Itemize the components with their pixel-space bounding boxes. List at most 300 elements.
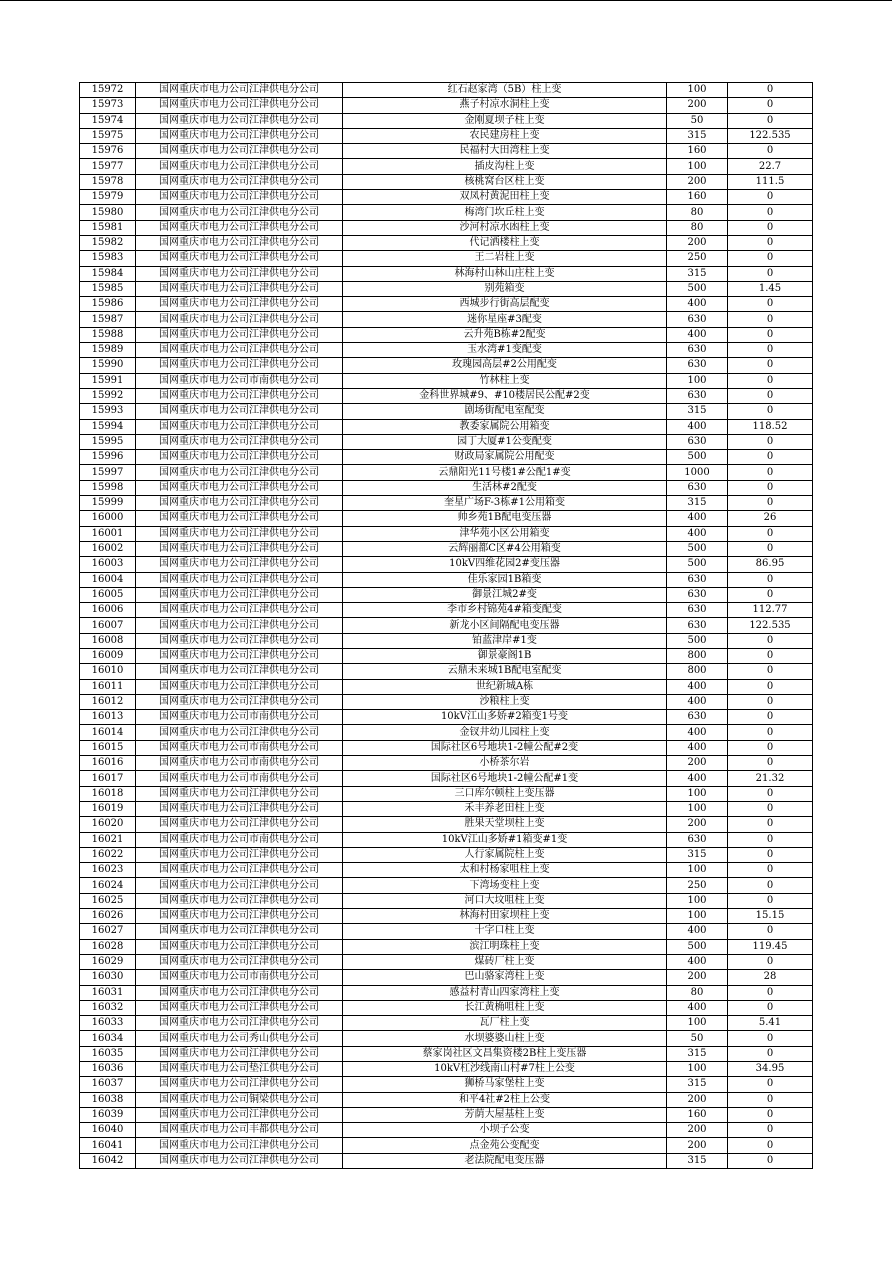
table-row — [80, 266, 813, 281]
row-id-cell: 15973 — [80, 98, 136, 113]
capacity-cell: 500 — [667, 450, 728, 465]
company-cell: 国网重庆市电力公司江津供电分公司 — [136, 603, 343, 618]
table-row — [80, 1046, 813, 1061]
value-cell: 0 — [728, 388, 813, 403]
table-row — [80, 113, 813, 128]
table-row — [80, 159, 813, 174]
station-name-cell: 林海村田家坝柱上变 — [343, 909, 667, 924]
company-cell: 国网重庆市电力公司江津供电分公司 — [136, 297, 343, 312]
value-cell: 0 — [728, 496, 813, 511]
company-cell: 国网重庆市电力公司江津供电分公司 — [136, 909, 343, 924]
station-name-cell: 别苑箱变 — [343, 281, 667, 296]
capacity-cell: 80 — [667, 985, 728, 1000]
value-cell: 0 — [728, 924, 813, 939]
station-name-cell: 蔡家岗社区文昌集资楼2B柱上变压器 — [343, 1046, 667, 1061]
table-body — [80, 83, 813, 1169]
table-row — [80, 312, 813, 327]
capacity-cell: 315 — [667, 847, 728, 862]
company-cell: 国网重庆市电力公司丰都供电分公司 — [136, 1123, 343, 1138]
row-id-cell: 16042 — [80, 1153, 136, 1168]
table-row — [80, 419, 813, 434]
station-name-cell: 云升苑B栋#2配变 — [343, 327, 667, 342]
value-cell: 0 — [728, 266, 813, 281]
row-id-cell: 16040 — [80, 1123, 136, 1138]
table-row — [80, 603, 813, 618]
value-cell: 0 — [728, 817, 813, 832]
station-name-cell: 云鼎阳光11号楼1#公配1#变 — [343, 465, 667, 480]
value-cell: 0 — [728, 1123, 813, 1138]
company-cell: 国网重庆市电力公司江津供电分公司 — [136, 954, 343, 969]
row-id-cell: 15976 — [80, 144, 136, 159]
station-name-cell: 瓦厂柱上变 — [343, 1016, 667, 1031]
company-cell: 国网重庆市电力公司江津供电分公司 — [136, 1138, 343, 1153]
capacity-cell: 100 — [667, 863, 728, 878]
company-cell: 国网重庆市电力公司江津供电分公司 — [136, 526, 343, 541]
table-row — [80, 970, 813, 985]
capacity-cell: 200 — [667, 1138, 728, 1153]
table-row — [80, 327, 813, 342]
station-name-cell: 沙粮柱上变 — [343, 694, 667, 709]
value-cell: 118.52 — [728, 419, 813, 434]
table-row — [80, 144, 813, 159]
table-row — [80, 1016, 813, 1031]
company-cell: 国网重庆市电力公司市南供电分公司 — [136, 373, 343, 388]
value-cell: 0 — [728, 756, 813, 771]
row-id-cell: 16015 — [80, 740, 136, 755]
table-row — [80, 648, 813, 663]
station-name-cell: 巴山骆家湾柱上变 — [343, 970, 667, 985]
company-cell: 国网重庆市电力公司江津供电分公司 — [136, 465, 343, 480]
capacity-cell: 100 — [667, 909, 728, 924]
row-id-cell: 15978 — [80, 174, 136, 189]
station-name-cell: 迷你星座#3配变 — [343, 312, 667, 327]
value-cell: 0 — [728, 144, 813, 159]
company-cell: 国网重庆市电力公司江津供电分公司 — [136, 786, 343, 801]
station-name-cell: 御景豪阁1B — [343, 648, 667, 663]
company-cell: 国网重庆市电力公司江津供电分公司 — [136, 557, 343, 572]
capacity-cell: 500 — [667, 633, 728, 648]
station-name-cell: 核桃窝台区柱上变 — [343, 174, 667, 189]
company-cell: 国网重庆市电力公司市南供电分公司 — [136, 740, 343, 755]
table-row — [80, 939, 813, 954]
station-name-cell: 林海村山林山庄柱上变 — [343, 266, 667, 281]
capacity-cell: 80 — [667, 220, 728, 235]
value-cell: 0 — [728, 893, 813, 908]
row-id-cell: 16020 — [80, 817, 136, 832]
table-row — [80, 1123, 813, 1138]
station-name-cell: 铂蓝津岸#1变 — [343, 633, 667, 648]
capacity-cell: 250 — [667, 251, 728, 266]
table-row — [80, 1153, 813, 1168]
table-row — [80, 694, 813, 709]
value-cell: 0 — [728, 373, 813, 388]
station-name-cell: 燕子村凉水洞柱上变 — [343, 98, 667, 113]
station-name-cell: 御景江城2#变 — [343, 587, 667, 602]
company-cell: 国网重庆市电力公司江津供电分公司 — [136, 190, 343, 205]
station-name-cell: 西城步行街高层配变 — [343, 297, 667, 312]
capacity-cell: 400 — [667, 954, 728, 969]
capacity-cell: 500 — [667, 281, 728, 296]
value-cell: 0 — [728, 1000, 813, 1015]
station-name-cell: 园丁大厦#1公变配变 — [343, 434, 667, 449]
value-cell: 0 — [728, 327, 813, 342]
table-row — [80, 954, 813, 969]
capacity-cell: 400 — [667, 419, 728, 434]
row-id-cell: 16023 — [80, 863, 136, 878]
station-name-cell: 太和村杨家咀柱上变 — [343, 863, 667, 878]
value-cell: 0 — [728, 1077, 813, 1092]
station-name-cell: 水坝婆婆山柱上变 — [343, 1031, 667, 1046]
capacity-cell: 400 — [667, 327, 728, 342]
row-id-cell: 16039 — [80, 1107, 136, 1122]
table-row — [80, 1092, 813, 1107]
table-row — [80, 1000, 813, 1015]
row-id-cell: 15981 — [80, 220, 136, 235]
capacity-cell: 630 — [667, 832, 728, 847]
value-cell: 0 — [728, 1138, 813, 1153]
value-cell: 0 — [728, 801, 813, 816]
row-id-cell: 16022 — [80, 847, 136, 862]
page-top-rule — [0, 0, 892, 1]
row-id-cell: 16013 — [80, 710, 136, 725]
capacity-cell: 800 — [667, 648, 728, 663]
row-id-cell: 16018 — [80, 786, 136, 801]
company-cell: 国网重庆市电力公司江津供电分公司 — [136, 434, 343, 449]
table-row — [80, 205, 813, 220]
table-row — [80, 618, 813, 633]
row-id-cell: 16036 — [80, 1062, 136, 1077]
table-row — [80, 847, 813, 862]
table-row — [80, 909, 813, 924]
table-row — [80, 496, 813, 511]
value-cell: 0 — [728, 633, 813, 648]
value-cell: 0 — [728, 312, 813, 327]
capacity-cell: 800 — [667, 664, 728, 679]
capacity-cell: 200 — [667, 98, 728, 113]
station-name-cell: 剧场街配电室配变 — [343, 404, 667, 419]
table-row — [80, 786, 813, 801]
table-row — [80, 541, 813, 556]
station-name-cell: 农民建房柱上变 — [343, 128, 667, 143]
station-name-cell: 生活林#2配变 — [343, 480, 667, 495]
capacity-cell: 400 — [667, 511, 728, 526]
company-cell: 国网重庆市电力公司江津供电分公司 — [136, 1077, 343, 1092]
station-name-cell: 玫瑰园高层#2公用配变 — [343, 358, 667, 373]
row-id-cell: 16038 — [80, 1092, 136, 1107]
table-row — [80, 358, 813, 373]
company-cell: 国网重庆市电力公司江津供电分公司 — [136, 679, 343, 694]
capacity-cell: 100 — [667, 373, 728, 388]
value-cell: 0 — [728, 954, 813, 969]
station-name-cell: 竹林柱上变 — [343, 373, 667, 388]
company-cell: 国网重庆市电力公司江津供电分公司 — [136, 98, 343, 113]
capacity-cell: 630 — [667, 603, 728, 618]
table-row — [80, 878, 813, 893]
row-id-cell: 15984 — [80, 266, 136, 281]
row-id-cell: 15974 — [80, 113, 136, 128]
value-cell: 28 — [728, 970, 813, 985]
row-id-cell: 16002 — [80, 541, 136, 556]
value-cell: 0 — [728, 220, 813, 235]
value-cell: 0 — [728, 526, 813, 541]
value-cell: 0 — [728, 450, 813, 465]
table-row — [80, 771, 813, 786]
row-id-cell: 16035 — [80, 1046, 136, 1061]
station-name-cell: 感益村青山四家湾柱上变 — [343, 985, 667, 1000]
value-cell: 0 — [728, 832, 813, 847]
capacity-cell: 160 — [667, 190, 728, 205]
capacity-cell: 200 — [667, 970, 728, 985]
company-cell: 国网重庆市电力公司江津供电分公司 — [136, 572, 343, 587]
row-id-cell: 15982 — [80, 235, 136, 250]
station-name-cell: 云辉丽都C区#4公用箱变 — [343, 541, 667, 556]
row-id-cell: 15980 — [80, 205, 136, 220]
station-name-cell: 胜果天堂坝柱上变 — [343, 817, 667, 832]
station-name-cell: 三口库尔顿柱上变压器 — [343, 786, 667, 801]
station-name-cell: 芳荫大屋基柱上变 — [343, 1107, 667, 1122]
row-id-cell: 16000 — [80, 511, 136, 526]
station-name-cell: 梅湾门坎丘柱上变 — [343, 205, 667, 220]
company-cell: 国网重庆市电力公司江津供电分公司 — [136, 924, 343, 939]
row-id-cell: 16026 — [80, 909, 136, 924]
station-name-cell: 国际社区6号地块1-2幢公配#2变 — [343, 740, 667, 755]
company-cell: 国网重庆市电力公司江津供电分公司 — [136, 235, 343, 250]
company-cell: 国网重庆市电力公司江津供电分公司 — [136, 541, 343, 556]
value-cell: 0 — [728, 113, 813, 128]
station-name-cell: 教委家属院公用箱变 — [343, 419, 667, 434]
table-row — [80, 633, 813, 648]
row-id-cell: 16028 — [80, 939, 136, 954]
capacity-cell: 50 — [667, 1031, 728, 1046]
company-cell: 国网重庆市电力公司江津供电分公司 — [136, 863, 343, 878]
row-id-cell: 15995 — [80, 434, 136, 449]
capacity-cell: 100 — [667, 159, 728, 174]
capacity-cell: 200 — [667, 756, 728, 771]
row-id-cell: 15989 — [80, 343, 136, 358]
station-name-cell: 帅乡苑1B配电变压器 — [343, 511, 667, 526]
value-cell: 0 — [728, 343, 813, 358]
value-cell: 86.95 — [728, 557, 813, 572]
company-cell: 国网重庆市电力公司江津供电分公司 — [136, 312, 343, 327]
row-id-cell: 16005 — [80, 587, 136, 602]
capacity-cell: 400 — [667, 526, 728, 541]
value-cell: 122.535 — [728, 618, 813, 633]
row-id-cell: 15997 — [80, 465, 136, 480]
value-cell: 122.535 — [728, 128, 813, 143]
value-cell: 0 — [728, 358, 813, 373]
company-cell: 国网重庆市电力公司秀山供电分公司 — [136, 1031, 343, 1046]
station-name-cell: 代记洒楼柱上变 — [343, 235, 667, 250]
capacity-cell: 315 — [667, 496, 728, 511]
station-name-cell: 和平4社#2柱上公变 — [343, 1092, 667, 1107]
capacity-cell: 100 — [667, 1016, 728, 1031]
table-row — [80, 801, 813, 816]
station-name-cell: 李市乡村锦苑4#箱变配变 — [343, 603, 667, 618]
row-id-cell: 16008 — [80, 633, 136, 648]
value-cell: 21.32 — [728, 771, 813, 786]
value-cell: 0 — [728, 1092, 813, 1107]
company-cell: 国网重庆市电力公司市南供电分公司 — [136, 832, 343, 847]
table-row — [80, 725, 813, 740]
row-id-cell: 16032 — [80, 1000, 136, 1015]
capacity-cell: 630 — [667, 388, 728, 403]
capacity-cell: 250 — [667, 878, 728, 893]
row-id-cell: 16030 — [80, 970, 136, 985]
capacity-cell: 200 — [667, 1123, 728, 1138]
station-name-cell: 插皮沟柱上变 — [343, 159, 667, 174]
value-cell: 0 — [728, 541, 813, 556]
row-id-cell: 16010 — [80, 664, 136, 679]
capacity-cell: 100 — [667, 1062, 728, 1077]
row-id-cell: 15999 — [80, 496, 136, 511]
table-row — [80, 1138, 813, 1153]
company-cell: 国网重庆市电力公司市南供电分公司 — [136, 970, 343, 985]
capacity-cell: 315 — [667, 1153, 728, 1168]
company-cell: 国网重庆市电力公司江津供电分公司 — [136, 648, 343, 663]
value-cell: 0 — [728, 710, 813, 725]
station-name-cell: 煤砖厂柱上变 — [343, 954, 667, 969]
row-id-cell: 16031 — [80, 985, 136, 1000]
company-cell: 国网重庆市电力公司市南供电分公司 — [136, 771, 343, 786]
value-cell: 0 — [728, 679, 813, 694]
capacity-cell: 400 — [667, 771, 728, 786]
station-name-cell: 十字口柱上变 — [343, 924, 667, 939]
row-id-cell: 16011 — [80, 679, 136, 694]
table-row — [80, 190, 813, 205]
capacity-cell: 630 — [667, 358, 728, 373]
table-row — [80, 98, 813, 113]
company-cell: 国网重庆市电力公司垫江供电分公司 — [136, 1062, 343, 1077]
capacity-cell: 160 — [667, 1107, 728, 1122]
capacity-cell: 400 — [667, 694, 728, 709]
company-cell: 国网重庆市电力公司江津供电分公司 — [136, 618, 343, 633]
company-cell: 国网重庆市电力公司江津供电分公司 — [136, 847, 343, 862]
table-row — [80, 251, 813, 266]
company-cell: 国网重庆市电力公司江津供电分公司 — [136, 174, 343, 189]
row-id-cell: 16006 — [80, 603, 136, 618]
capacity-cell: 160 — [667, 144, 728, 159]
table-row — [80, 220, 813, 235]
station-name-cell: 狮桥马家堡柱上变 — [343, 1077, 667, 1092]
value-cell: 15.15 — [728, 909, 813, 924]
company-cell: 国网重庆市电力公司江津供电分公司 — [136, 817, 343, 832]
company-cell: 国网重庆市电力公司江津供电分公司 — [136, 496, 343, 511]
capacity-cell: 315 — [667, 1046, 728, 1061]
table-row — [80, 679, 813, 694]
value-cell: 0 — [728, 572, 813, 587]
value-cell: 0 — [728, 1107, 813, 1122]
capacity-cell: 500 — [667, 557, 728, 572]
row-id-cell: 16021 — [80, 832, 136, 847]
company-cell: 国网重庆市电力公司江津供电分公司 — [136, 419, 343, 434]
value-cell: 34.95 — [728, 1062, 813, 1077]
capacity-cell: 200 — [667, 817, 728, 832]
capacity-cell: 100 — [667, 83, 728, 98]
capacity-cell: 100 — [667, 801, 728, 816]
station-name-cell: 禾丰养老田柱上变 — [343, 801, 667, 816]
company-cell: 国网重庆市电力公司江津供电分公司 — [136, 281, 343, 296]
company-cell: 国网重庆市电力公司江津供电分公司 — [136, 801, 343, 816]
row-id-cell: 15987 — [80, 312, 136, 327]
station-name-cell: 世纪新城A栋 — [343, 679, 667, 694]
table-row — [80, 1062, 813, 1077]
value-cell: 5.41 — [728, 1016, 813, 1031]
table-row — [80, 817, 813, 832]
table-row — [80, 373, 813, 388]
company-cell: 国网重庆市电力公司江津供电分公司 — [136, 404, 343, 419]
company-cell: 国网重庆市电力公司江津供电分公司 — [136, 694, 343, 709]
table-row — [80, 572, 813, 587]
station-name-cell: 新龙小区间隔配电变压器 — [343, 618, 667, 633]
value-cell: 22.7 — [728, 159, 813, 174]
table-row — [80, 1077, 813, 1092]
row-id-cell: 16033 — [80, 1016, 136, 1031]
capacity-cell: 630 — [667, 343, 728, 358]
capacity-cell: 630 — [667, 434, 728, 449]
company-cell: 国网重庆市电力公司江津供电分公司 — [136, 939, 343, 954]
capacity-cell: 500 — [667, 541, 728, 556]
row-id-cell: 16003 — [80, 557, 136, 572]
row-id-cell: 15993 — [80, 404, 136, 419]
station-name-cell: 云鼎未来城1B配电室配变 — [343, 664, 667, 679]
table-row — [80, 756, 813, 771]
value-cell: 0 — [728, 190, 813, 205]
value-cell: 0 — [728, 251, 813, 266]
row-id-cell: 16034 — [80, 1031, 136, 1046]
table-row — [80, 740, 813, 755]
station-name-cell: 国际社区6号地块1-2幢公配#1变 — [343, 771, 667, 786]
station-name-cell: 沙河村凉水凼柱上变 — [343, 220, 667, 235]
company-cell: 国网重庆市电力公司江津供电分公司 — [136, 159, 343, 174]
capacity-cell: 630 — [667, 312, 728, 327]
station-name-cell: 下湾场变柱上变 — [343, 878, 667, 893]
value-cell: 1.45 — [728, 281, 813, 296]
company-cell: 国网重庆市电力公司江津供电分公司 — [136, 358, 343, 373]
value-cell: 0 — [728, 404, 813, 419]
row-id-cell: 15985 — [80, 281, 136, 296]
table-row — [80, 434, 813, 449]
station-name-cell: 10kV江山多娇#2箱变1号变 — [343, 710, 667, 725]
value-cell: 0 — [728, 878, 813, 893]
table-row — [80, 83, 813, 98]
value-cell: 0 — [728, 480, 813, 495]
value-cell: 0 — [728, 648, 813, 663]
table-row — [80, 511, 813, 526]
company-cell: 国网重庆市电力公司江津供电分公司 — [136, 1046, 343, 1061]
row-id-cell: 16016 — [80, 756, 136, 771]
station-name-cell: 10kV江山多娇#1箱变#1变 — [343, 832, 667, 847]
row-id-cell: 16012 — [80, 694, 136, 709]
row-id-cell: 16019 — [80, 801, 136, 816]
value-cell: 0 — [728, 694, 813, 709]
table-row — [80, 863, 813, 878]
capacity-cell: 400 — [667, 1000, 728, 1015]
value-cell: 0 — [728, 664, 813, 679]
station-name-cell: 王二岩柱上变 — [343, 251, 667, 266]
value-cell: 0 — [728, 725, 813, 740]
company-cell: 国网重庆市电力公司江津供电分公司 — [136, 893, 343, 908]
row-id-cell: 15998 — [80, 480, 136, 495]
station-name-cell: 小坝子公变 — [343, 1123, 667, 1138]
station-name-cell: 人行家属院柱上变 — [343, 847, 667, 862]
table-row — [80, 1031, 813, 1046]
row-id-cell: 16041 — [80, 1138, 136, 1153]
company-cell: 国网重庆市电力公司江津供电分公司 — [136, 1153, 343, 1168]
row-id-cell: 16017 — [80, 771, 136, 786]
row-id-cell: 15992 — [80, 388, 136, 403]
capacity-cell: 400 — [667, 725, 728, 740]
value-cell: 119.45 — [728, 939, 813, 954]
